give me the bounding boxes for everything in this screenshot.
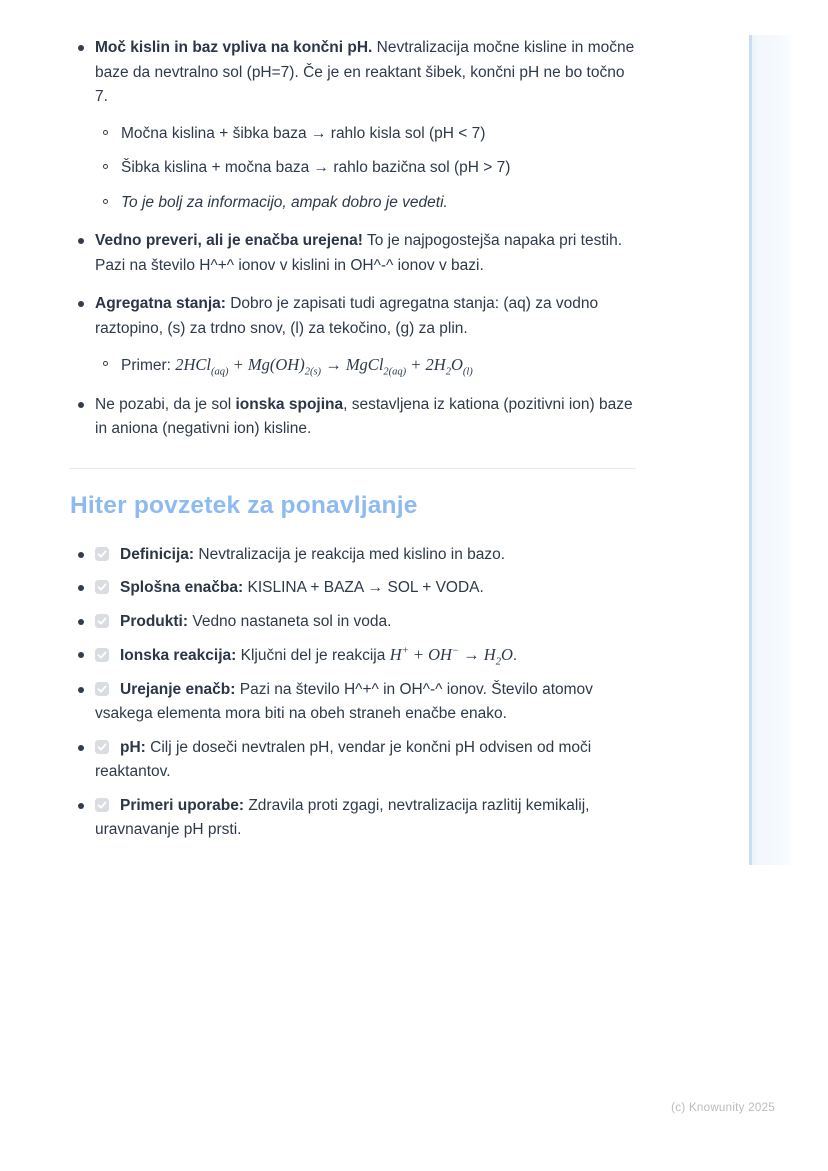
checklist-item-balancing bbox=[70, 678, 636, 727]
bullet-item-acid-base-strength bbox=[70, 36, 636, 215]
checklist-label: Primeri uporabe: bbox=[120, 796, 245, 814]
sub-bullet-strong-acid bbox=[95, 122, 636, 147]
bullet-item-ionic-compound bbox=[70, 393, 636, 442]
checklist-item-ionic-reaction bbox=[70, 643, 636, 669]
sub-bullet-text: Močna kislina + šibka baza → rahlo kisla sol (pH < 7) bbox=[121, 124, 486, 142]
checklist-label: Produkti: bbox=[120, 612, 189, 630]
bullet-item-check-equation bbox=[70, 229, 636, 278]
sub-bullet-circle-icon bbox=[103, 130, 108, 135]
checkbox-checked-icon[interactable] bbox=[95, 614, 109, 628]
checklist-text: Pazi na število H^+^ in OH^-^ ionov. Število atomov vsakega elementa mora biti na obeh straneh enačbe enako. bbox=[95, 680, 593, 722]
checklist-text: Zdravila proti zgagi, nevtralizacija razlitij kemikalij, uravnavanje pH prsti. bbox=[95, 796, 590, 838]
bullet-bold-text: Vedno preveri, ali je enačba urejena! bbox=[95, 232, 363, 249]
sub-bullet-list bbox=[95, 122, 636, 216]
sub-bullet-circle-icon bbox=[103, 164, 108, 169]
checkbox-checked-icon[interactable] bbox=[95, 682, 109, 696]
checklist-label: Splošna enačba: bbox=[120, 579, 244, 596]
checkmark-icon bbox=[95, 614, 109, 628]
checklist-item-definition bbox=[70, 543, 636, 568]
checklist-label: Definicija: bbox=[120, 545, 195, 563]
checklist-label: Ionska reakcija: bbox=[120, 647, 237, 664]
bullet-dot-icon bbox=[78, 238, 84, 244]
bullet-text: Nevtralizacija močne kisline in močne baze da nevtralno sol (pH=7). Če je en reaktant šibek, končni pH ne bo točno 7. bbox=[95, 39, 635, 105]
sub-bullet-list bbox=[95, 353, 636, 379]
bullet-item-states-of-matter bbox=[70, 292, 636, 379]
bullet-bold-text: Agregatna stanja: bbox=[95, 295, 226, 312]
bullet-dot-icon bbox=[78, 745, 84, 751]
checkmark-icon bbox=[95, 648, 109, 662]
example-label: Primer: bbox=[121, 357, 176, 374]
bullet-text: Ne pozabi, da je sol bbox=[95, 395, 236, 413]
checkbox-checked-icon[interactable] bbox=[95, 580, 109, 594]
notes-bullet-list bbox=[70, 36, 636, 442]
bullet-dot-icon bbox=[78, 652, 84, 658]
bullet-dot-icon bbox=[78, 585, 84, 591]
sub-bullet-circle-icon bbox=[103, 199, 108, 204]
sub-bullet-note bbox=[95, 191, 636, 216]
checkbox-checked-icon[interactable] bbox=[95, 648, 109, 662]
sub-bullet-text-italic: To je bolj za informacijo, ampak dobro je vedeti. bbox=[121, 193, 448, 211]
checkmark-icon bbox=[95, 547, 109, 561]
bullet-dot-icon bbox=[78, 402, 84, 408]
sentence-period: . bbox=[512, 647, 518, 664]
summary-checklist bbox=[70, 543, 636, 843]
sub-bullet-text: Šibka kislina + močna baza → rahlo bazična sol (pH > 7) bbox=[121, 159, 511, 176]
chemical-equation: $2HCl_{(aq)} + Mg(OH)_{2(s)}$ → MgCl$_{2(aq)}$ + $2H_2O_{(l)}$ bbox=[175, 355, 473, 378]
checkbox-checked-icon[interactable] bbox=[95, 740, 109, 754]
sub-bullet-circle-icon bbox=[103, 361, 108, 366]
checklist-text: Vedno nastaneta sol in voda. bbox=[188, 612, 392, 630]
bullet-text: To je najpogostejša napaka pri testih. Pazi na število H^+^ ionov v kislini in OH^-^ ionov v bazi. bbox=[95, 232, 623, 274]
checklist-text: Ključni del je reakcija bbox=[236, 647, 390, 664]
summary-heading: Hiter povzetek za ponavljanje bbox=[70, 491, 418, 519]
notes-content bbox=[70, 36, 636, 852]
bullet-text: Dobro je zapisati tudi agregatna stanja: (aq) za vodno raztopino, (s) za trdno snov, (l) za tekočino, (g) za plin. bbox=[95, 295, 599, 337]
checklist-label: pH: bbox=[120, 738, 146, 756]
sub-bullet-example-equation bbox=[95, 353, 636, 379]
bullet-dot-icon bbox=[78, 619, 84, 625]
bullet-dot-icon bbox=[78, 803, 84, 809]
checklist-item-applications bbox=[70, 794, 636, 843]
checkmark-icon bbox=[95, 740, 109, 754]
section-divider bbox=[70, 468, 636, 469]
bullet-bold-text: ionska spojina bbox=[235, 395, 344, 413]
adjacent-page-edge bbox=[749, 35, 791, 865]
copyright-footer: (c) Knowunity 2025 bbox=[671, 1102, 775, 1114]
checklist-label: Urejanje enačb: bbox=[120, 680, 236, 698]
checklist-text: KISLINA + BAZA → SOL + VODA. bbox=[243, 579, 484, 596]
bullet-dot-icon bbox=[78, 45, 84, 51]
checklist-item-general-equation bbox=[70, 576, 636, 601]
checkbox-checked-icon[interactable] bbox=[95, 547, 109, 561]
bullet-dot-icon bbox=[78, 687, 84, 693]
checkmark-icon bbox=[95, 580, 109, 594]
bullet-dot-icon bbox=[78, 301, 84, 307]
checkmark-icon bbox=[95, 798, 109, 812]
bullet-bold-text: Moč kislin in baz vpliva na končni pH. bbox=[95, 39, 373, 56]
checkmark-icon bbox=[95, 682, 109, 696]
checklist-item-ph bbox=[70, 736, 636, 785]
checklist-item-products bbox=[70, 610, 636, 635]
ionic-equation: $H^+ + OH^- \to H_2O$ bbox=[389, 645, 513, 668]
bullet-text: , sestavljena iz kationa (pozitivni ion) baze in aniona (negativni ion) kisline. bbox=[95, 395, 633, 437]
sub-bullet-weak-acid bbox=[95, 156, 636, 181]
bullet-dot-icon bbox=[78, 552, 84, 558]
checklist-text: Nevtralizacija je reakcija med kislino in bazo. bbox=[194, 545, 506, 563]
checkbox-checked-icon[interactable] bbox=[95, 798, 109, 812]
checklist-text: Cilj je doseči nevtralen pH, vendar je končni pH odvisen od moči reaktantov. bbox=[95, 738, 592, 780]
